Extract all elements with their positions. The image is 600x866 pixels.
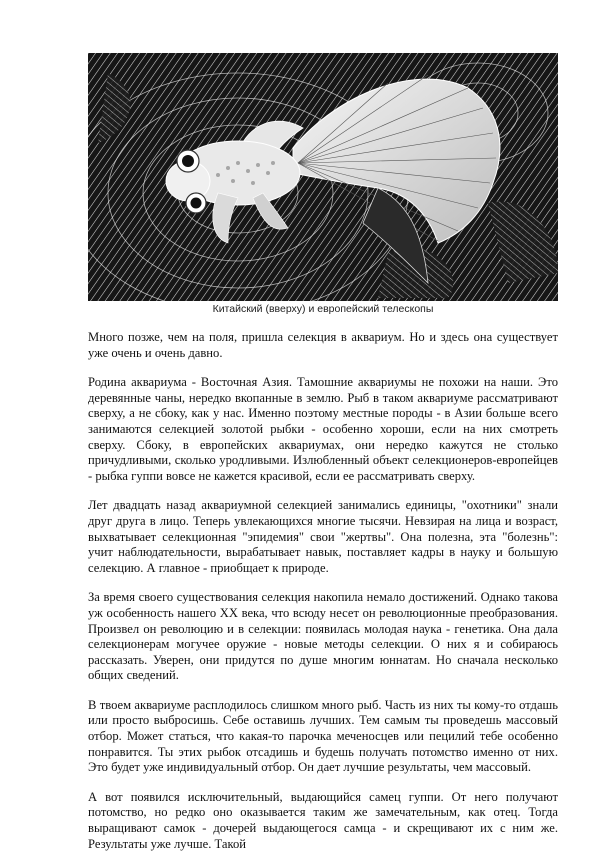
article-body [88, 330, 558, 866]
goldfish-icon [88, 53, 558, 301]
paragraph: Родина аквариума - Восточная Азия. Тамошние аквариумы не похожи на наши. Это деревянные чаны, нередко вкопанные в землю. Рыб в таком аквариуме рассматривают сверху, а не сбоку, как у нас. Именно поэтому местные породы - в Азии больше всего занимаются селекцией золотой рыбки - особенно хороши, если на них смотреть сверху. Сбоку, в европейских аквариумах, они нередко кажутся не столько причудливыми, сколько уродливыми. Излюбленный объект селекционеров-европейцев - рыбка гуппи вовсе не кажется красивой, если ее рассматривать сверху. [88, 375, 558, 483]
paragraph: За время своего существования селекция накопила немало достижений. Однако такова уж особенность нашего XX века, что всюду несет он революционные преобразования. Произвел он революцию и в селекции: появилась молодая наука - генетика. Она дала селекционерам могучее оружие - новые методы селекции. О них я и собираюсь рассказать. Уверен, они придутся по душе многим юннатам. Но сначала несколько общих сведений. [88, 590, 558, 683]
paragraph: Много позже, чем на поля, пришла селекция в аквариум. Но и здесь она существует уже очень и очень давно. [88, 330, 558, 360]
paragraph: А вот появился исключительный, выдающийся самец гуппи. От него получают потомство, но редко оно оказывается таким же замечательным, как отец. Тогда выращивают самок - дочерей выдающегося самца - и скрещивают их с ним же. Результаты уже лучше. Такой [88, 789, 558, 851]
figure-caption: Китайский (вверху) и европейский телескопы [212, 303, 434, 315]
goldfish-illustration [88, 53, 558, 301]
paragraph: В твоем аквариуме расплодилось слишком много рыб. Часть из них ты кому-то отдашь или просто выбросишь. Себе оставишь лучших. Тем самым ты проведешь массовый отбор. Может статься, что какая-то парочка меченосцев или пецилий тебе особенно понравится. Ты этих рыбок отсадишь и будешь получать потомство именно от них. Это будет уже индивидуальный отбор. Он дает лучшие результаты, чем массовый. [88, 697, 558, 775]
paragraph: Лет двадцать назад аквариумной селекцией занимались единицы, "охотники" знали друг друга в лицо. Теперь увлекающихся многие тысячи. Невзирая на лица и возраст, выхватывает селекционная "эпидемия" свои "жертвы". Она полезна, эта "болезнь": учит наблюдательности, вырабатывает навык, поставляет кадры в науку и большую селекцию. А главное - приобщает к природе. [88, 498, 558, 575]
